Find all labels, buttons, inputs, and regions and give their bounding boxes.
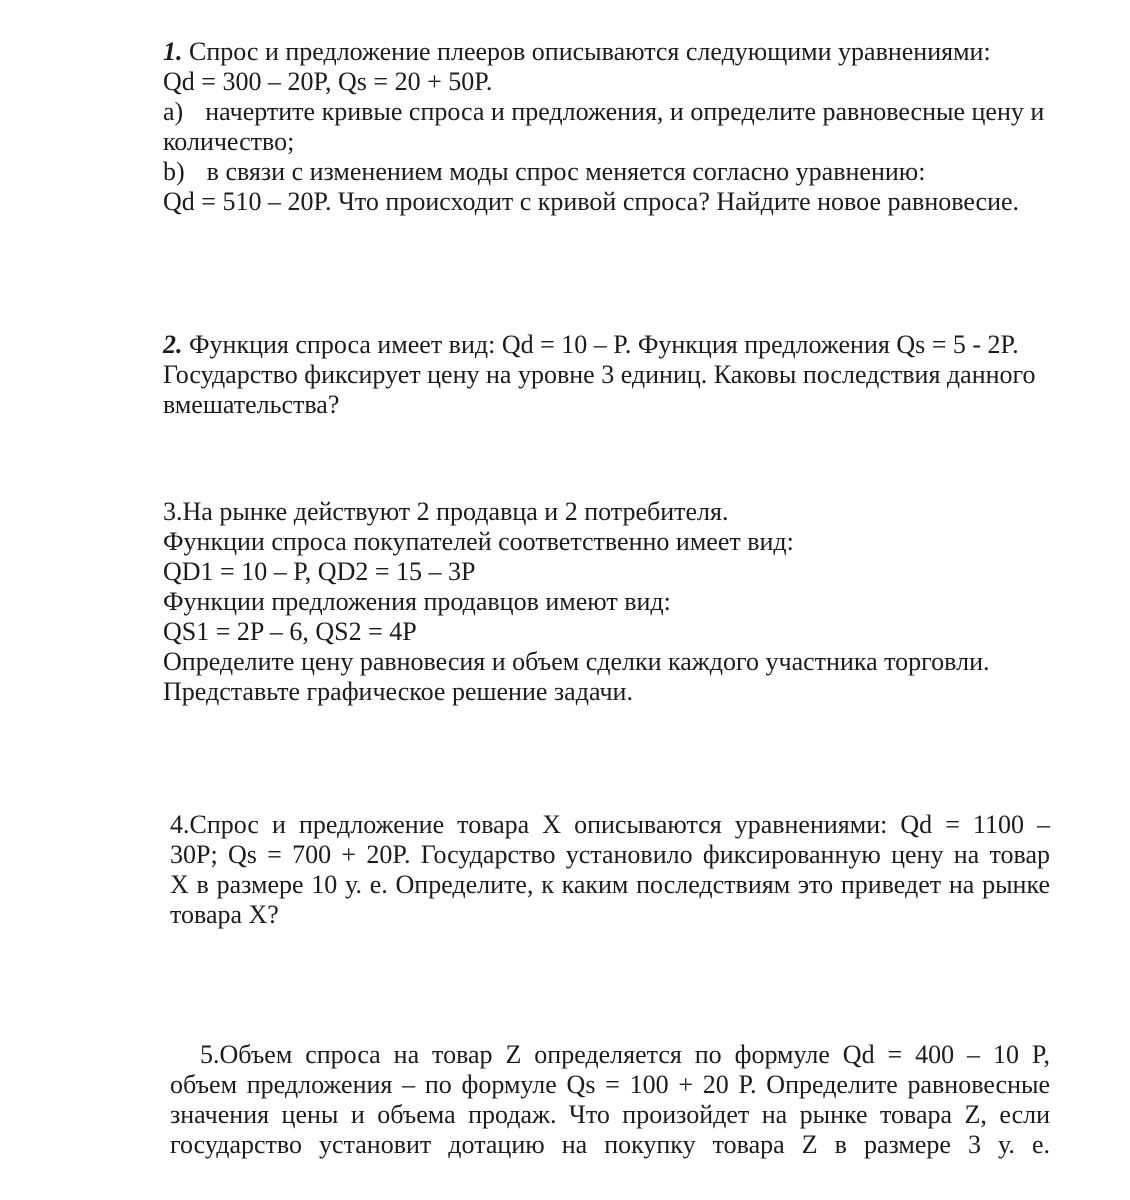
task-1-part-a-line-1 bbox=[163, 97, 1044, 127]
task-1-number: 1. bbox=[163, 37, 183, 66]
task-5-line-3: значения цены и объема продаж. Что произойдет на рынке товара Z, если bbox=[170, 1100, 1050, 1129]
task-1 bbox=[163, 37, 1044, 217]
task-2 bbox=[163, 330, 1036, 420]
task-3-line-7: Представьте графическое решение задачи. bbox=[163, 677, 633, 706]
task-4-line-4: товара X? bbox=[170, 900, 279, 929]
task-4 bbox=[170, 810, 1050, 930]
task-4-line-1: 4.Спрос и предложение товара X описываются уравнениями: Qd = 1100 – bbox=[170, 810, 1050, 839]
task-2-line-1 bbox=[163, 330, 1036, 360]
task-5-line-1: 5.Объем спроса на товар Z определяется по формуле Qd = 400 – 10 P, bbox=[200, 1040, 1050, 1069]
task-1-part-b-label: b) bbox=[163, 157, 185, 186]
task-3-line-5: QS1 = 2P – 6, QS2 = 4P bbox=[163, 617, 417, 646]
task-3-line-1: 3.На рынке действуют 2 продавца и 2 потребителя. bbox=[163, 497, 729, 526]
task-2-line-1-text: Функция спроса имеет вид: Qd = 10 – P. Функция предложения Qs = 5 - 2P. bbox=[189, 330, 1019, 359]
task-4-line-2: 30P; Qs = 700 + 20P. Государство установило фиксированную цену на товар bbox=[170, 840, 1050, 869]
task-3-line-3: QD1 = 10 – P, QD2 = 15 – 3P bbox=[163, 557, 476, 586]
task-2-line-3: вмешательства? bbox=[163, 390, 340, 419]
task-3-line-4: Функции предложения продавцов имеют вид: bbox=[163, 587, 671, 616]
task-5-line-4: государство установит дотацию на покупку товара Z в размере 3 у. е. bbox=[170, 1130, 1050, 1159]
task-2-number: 2. bbox=[163, 330, 183, 359]
task-3-line-6: Определите цену равновесия и объем сделки каждого участника торговли. bbox=[163, 647, 990, 676]
task-1-part-b-text: в связи с изменением моды спрос меняется согласно уравнению: bbox=[206, 157, 926, 186]
task-1-part-b-line-1 bbox=[163, 157, 1044, 187]
task-2-line-2: Государство фиксирует цену на уровне 3 единиц. Каковы последствия данного bbox=[163, 360, 1036, 389]
task-3 bbox=[163, 497, 990, 707]
task-5-line-2: объем предложения – по формуле Qs = 100 + 20 P. Определите равновесные bbox=[170, 1070, 1050, 1099]
task-1-equations: Qd = 300 – 20P, Qs = 20 + 50P. bbox=[163, 67, 493, 96]
task-1-part-a-line-2: количество; bbox=[163, 127, 295, 156]
task-1-part-a-label: а) bbox=[163, 97, 184, 126]
task-1-title: Спрос и предложение плееров описываются следующими уравнениями: bbox=[189, 37, 991, 66]
task-3-line-2: Функции спроса покупателей соответственно имеет вид: bbox=[163, 527, 794, 556]
task-4-line-3: X в размере 10 у. е. Определите, к каким последствиям это приведет на рынке bbox=[170, 870, 1050, 899]
task-1-title-line bbox=[163, 37, 1044, 67]
task-1-part-a-text: начертите кривые спроса и предложения, и определите равновесные цену и bbox=[205, 97, 1045, 126]
task-1-part-b-line-2: Qd = 510 – 20P. Что происходит с кривой спроса? Найдите новое равновесие. bbox=[163, 187, 1020, 216]
task-5 bbox=[170, 1040, 1050, 1160]
